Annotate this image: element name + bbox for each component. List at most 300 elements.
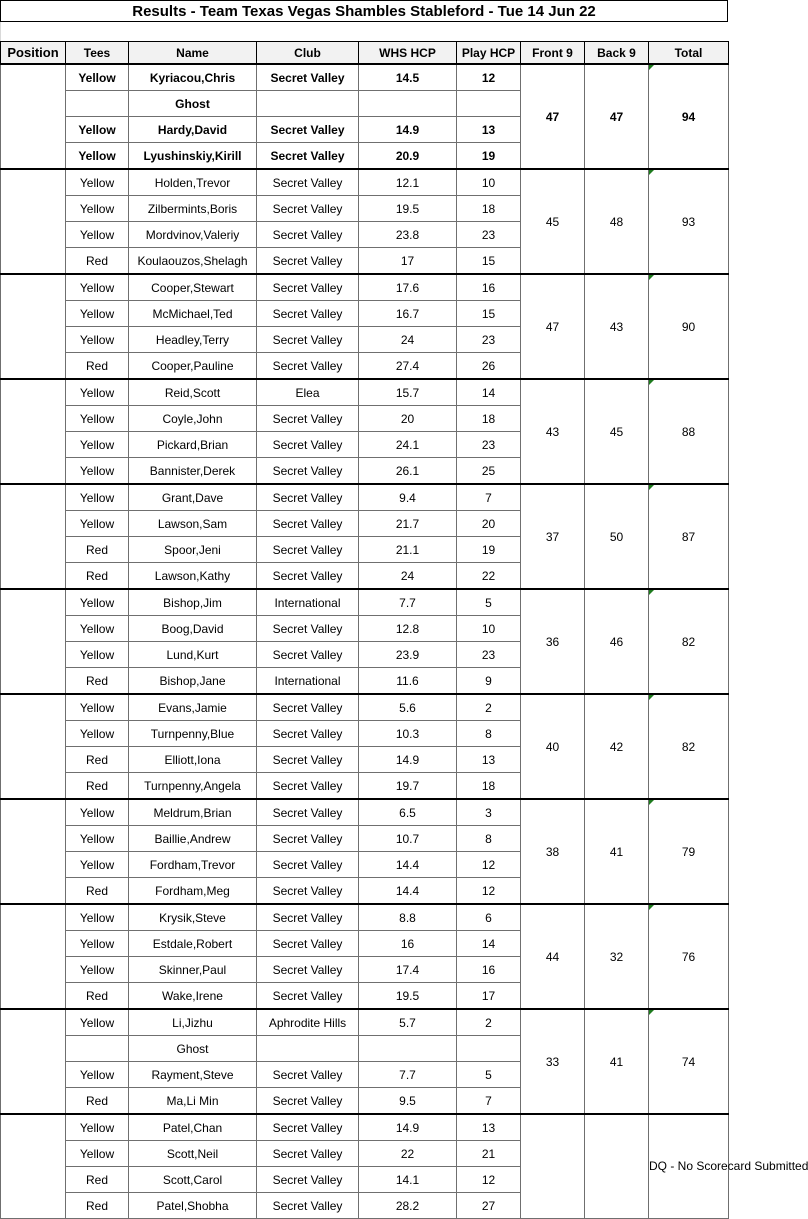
player-name-cell: Headley,Terry	[129, 327, 257, 353]
header-row	[1, 42, 729, 65]
team-back9-cell	[585, 904, 649, 1009]
player-whs-cell: 12.1	[359, 169, 457, 196]
player-whs-cell: 23.8	[359, 222, 457, 248]
player-club-cell: Secret Valley	[257, 1088, 359, 1115]
player-club-cell	[257, 91, 359, 117]
team-back9-value: 41	[609, 1054, 624, 1069]
team-group	[1, 169, 729, 274]
player-row	[1, 169, 729, 196]
player-club-cell: Secret Valley	[257, 406, 359, 432]
player-play-cell: 23	[457, 432, 521, 458]
player-name-cell: Koulaouzos,Shelagh	[129, 248, 257, 275]
player-club-cell: Secret Valley	[257, 799, 359, 826]
team-total-cell	[649, 1009, 729, 1114]
player-tees-cell: Yellow	[66, 694, 129, 721]
player-name-cell: Pickard,Brian	[129, 432, 257, 458]
player-play-cell	[457, 91, 521, 117]
player-whs-cell: 17.6	[359, 274, 457, 301]
player-name-cell: Rayment,Steve	[129, 1062, 257, 1088]
results-table	[0, 41, 808, 1219]
player-tees-cell: Yellow	[66, 589, 129, 616]
player-play-cell: 16	[457, 274, 521, 301]
cell-comment-marker-icon	[649, 275, 654, 280]
player-whs-cell: 21.1	[359, 537, 457, 563]
player-club-cell: Secret Valley	[257, 1062, 359, 1088]
player-play-cell: 14	[457, 931, 521, 957]
team-front9-cell	[521, 379, 585, 484]
player-play-cell	[457, 1036, 521, 1062]
team-total-cell	[649, 799, 729, 904]
team-total-cell	[649, 169, 729, 274]
player-tees-cell: Yellow	[66, 432, 129, 458]
player-tees-cell: Yellow	[66, 1009, 129, 1036]
team-back9-value: 47	[609, 109, 624, 124]
header-total: Total	[649, 42, 729, 65]
player-whs-cell: 9.5	[359, 1088, 457, 1115]
team-total-cell	[649, 484, 729, 589]
player-name-cell: Bishop,Jane	[129, 668, 257, 695]
cell-comment-marker-icon	[649, 1010, 654, 1015]
player-name-cell: Ghost	[129, 1036, 257, 1062]
player-play-cell: 3	[457, 799, 521, 826]
team-total-value: 76	[681, 949, 696, 964]
team-front9-cell	[521, 169, 585, 274]
team-total-cell	[649, 64, 729, 169]
player-club-cell: Secret Valley	[257, 353, 359, 380]
player-name-cell: Fordham,Meg	[129, 878, 257, 905]
player-name-cell: Boog,David	[129, 616, 257, 642]
player-tees-cell: Red	[66, 773, 129, 800]
team-total-value: 87	[681, 529, 696, 544]
team-front9-value: 44	[545, 949, 560, 964]
player-name-cell: Hardy,David	[129, 117, 257, 143]
team-front9-cell	[521, 694, 585, 799]
team-front9-cell	[521, 64, 585, 169]
team-total-value: DQ - No Scorecard Submitted	[649, 1159, 808, 1173]
team-position-cell	[1, 64, 66, 169]
player-whs-cell: 21.7	[359, 511, 457, 537]
player-club-cell: Secret Valley	[257, 222, 359, 248]
player-row	[1, 589, 729, 616]
team-total-value: 93	[681, 214, 696, 229]
team-group	[1, 484, 729, 589]
header-club: Club	[257, 42, 359, 65]
player-tees-cell: Yellow	[66, 196, 129, 222]
player-name-cell: McMichael,Ted	[129, 301, 257, 327]
player-club-cell: Secret Valley	[257, 563, 359, 590]
player-club-cell: Secret Valley	[257, 196, 359, 222]
player-tees-cell: Red	[66, 747, 129, 773]
player-club-cell	[257, 1036, 359, 1062]
header-play-hcp: Play HCP	[457, 42, 521, 65]
player-whs-cell: 14.9	[359, 1114, 457, 1141]
player-name-cell: Zilbermints,Boris	[129, 196, 257, 222]
player-whs-cell: 19.5	[359, 983, 457, 1010]
team-position-cell	[1, 589, 66, 694]
team-back9-value: 32	[609, 949, 624, 964]
cell-comment-marker-icon	[649, 485, 654, 490]
header-name: Name	[129, 42, 257, 65]
team-back9-cell	[585, 274, 649, 379]
player-tees-cell	[66, 91, 129, 117]
player-whs-cell: 16	[359, 931, 457, 957]
team-back9-cell	[585, 64, 649, 169]
player-play-cell: 5	[457, 589, 521, 616]
player-name-cell: Grant,Dave	[129, 484, 257, 511]
team-back9-cell	[585, 694, 649, 799]
player-play-cell: 12	[457, 878, 521, 905]
player-play-cell: 13	[457, 1114, 521, 1141]
player-name-cell: Mordvinov,Valeriy	[129, 222, 257, 248]
team-front9-cell	[521, 1114, 585, 1219]
team-back9-cell	[585, 1009, 649, 1114]
player-whs-cell: 12.8	[359, 616, 457, 642]
player-tees-cell: Yellow	[66, 222, 129, 248]
team-total-value: 94	[681, 109, 696, 124]
player-whs-cell: 26.1	[359, 458, 457, 485]
player-tees-cell: Yellow	[66, 64, 129, 91]
player-tees-cell: Yellow	[66, 904, 129, 931]
player-name-cell: Spoor,Jeni	[129, 537, 257, 563]
player-whs-cell: 17.4	[359, 957, 457, 983]
player-tees-cell: Red	[66, 1167, 129, 1193]
player-play-cell: 2	[457, 1009, 521, 1036]
player-play-cell: 12	[457, 1167, 521, 1193]
player-whs-cell: 10.7	[359, 826, 457, 852]
player-row	[1, 64, 729, 91]
player-name-cell: Lawson,Kathy	[129, 563, 257, 590]
player-whs-cell: 24	[359, 327, 457, 353]
team-front9-value: 37	[545, 529, 560, 544]
player-whs-cell: 7.7	[359, 589, 457, 616]
player-play-cell: 8	[457, 721, 521, 747]
player-name-cell: Fordham,Trevor	[129, 852, 257, 878]
player-club-cell: Secret Valley	[257, 957, 359, 983]
player-tees-cell: Red	[66, 563, 129, 590]
player-play-cell: 13	[457, 747, 521, 773]
player-club-cell: Elea	[257, 379, 359, 406]
team-front9-value: 47	[545, 109, 560, 124]
team-back9-cell	[585, 799, 649, 904]
player-play-cell: 18	[457, 773, 521, 800]
player-play-cell: 7	[457, 484, 521, 511]
player-name-cell: Li,Jizhu	[129, 1009, 257, 1036]
player-club-cell: Secret Valley	[257, 904, 359, 931]
player-play-cell: 12	[457, 852, 521, 878]
player-tees-cell: Red	[66, 248, 129, 275]
team-position-cell	[1, 799, 66, 904]
team-group	[1, 799, 729, 904]
team-back9-cell	[585, 484, 649, 589]
player-tees-cell: Yellow	[66, 511, 129, 537]
player-name-cell: Patel,Chan	[129, 1114, 257, 1141]
player-whs-cell: 10.3	[359, 721, 457, 747]
player-club-cell: Secret Valley	[257, 537, 359, 563]
player-row	[1, 799, 729, 826]
team-group	[1, 274, 729, 379]
player-whs-cell: 14.9	[359, 747, 457, 773]
player-tees-cell: Yellow	[66, 799, 129, 826]
team-front9-cell	[521, 904, 585, 1009]
player-play-cell: 10	[457, 169, 521, 196]
player-tees-cell: Yellow	[66, 957, 129, 983]
player-club-cell: Secret Valley	[257, 694, 359, 721]
player-whs-cell: 28.2	[359, 1193, 457, 1219]
team-total-value: 82	[681, 634, 696, 649]
player-tees-cell: Yellow	[66, 458, 129, 485]
player-play-cell: 12	[457, 64, 521, 91]
player-play-cell: 15	[457, 248, 521, 275]
header-whs-hcp: WHS HCP	[359, 42, 457, 65]
player-club-cell: Secret Valley	[257, 64, 359, 91]
player-name-cell: Lyushinskiy,Kirill	[129, 143, 257, 170]
player-play-cell: 17	[457, 983, 521, 1010]
team-back9-cell	[585, 1114, 649, 1219]
player-name-cell: Coyle,John	[129, 406, 257, 432]
player-club-cell: Secret Valley	[257, 511, 359, 537]
player-name-cell: Elliott,Iona	[129, 747, 257, 773]
player-play-cell: 20	[457, 511, 521, 537]
team-total-cell	[649, 1114, 808, 1219]
player-club-cell: Secret Valley	[257, 852, 359, 878]
player-club-cell: Secret Valley	[257, 432, 359, 458]
player-club-cell: International	[257, 589, 359, 616]
player-tees-cell	[66, 1036, 129, 1062]
player-club-cell: Secret Valley	[257, 117, 359, 143]
player-play-cell: 18	[457, 406, 521, 432]
player-tees-cell: Red	[66, 537, 129, 563]
player-play-cell: 8	[457, 826, 521, 852]
team-total-value: 79	[681, 844, 696, 859]
team-total-value: 74	[681, 1054, 696, 1069]
player-row	[1, 694, 729, 721]
player-whs-cell: 14.4	[359, 852, 457, 878]
player-club-cell: Secret Valley	[257, 773, 359, 800]
team-front9-cell	[521, 274, 585, 379]
player-play-cell: 25	[457, 458, 521, 485]
team-position-cell	[1, 274, 66, 379]
player-tees-cell: Yellow	[66, 379, 129, 406]
team-position-cell	[1, 169, 66, 274]
team-position-cell	[1, 484, 66, 589]
player-name-cell: Ma,Li Min	[129, 1088, 257, 1115]
player-tees-cell: Yellow	[66, 117, 129, 143]
player-whs-cell: 11.6	[359, 668, 457, 695]
player-name-cell: Scott,Neil	[129, 1141, 257, 1167]
player-club-cell: Secret Valley	[257, 301, 359, 327]
team-group	[1, 64, 729, 169]
player-tees-cell: Yellow	[66, 1114, 129, 1141]
player-name-cell: Bishop,Jim	[129, 589, 257, 616]
team-total-value: 88	[681, 424, 696, 439]
player-play-cell: 19	[457, 143, 521, 170]
team-back9-value: 43	[609, 319, 624, 334]
player-whs-cell: 5.7	[359, 1009, 457, 1036]
player-club-cell: Secret Valley	[257, 878, 359, 905]
team-back9-value: 50	[609, 529, 624, 544]
team-back9-value: 42	[609, 739, 624, 754]
team-front9-value: 36	[545, 634, 560, 649]
header-back9: Back 9	[585, 42, 649, 65]
player-tees-cell: Red	[66, 1193, 129, 1219]
team-back9-cell	[585, 589, 649, 694]
player-whs-cell: 8.8	[359, 904, 457, 931]
team-front9-value: 33	[545, 1054, 560, 1069]
player-whs-cell: 27.4	[359, 353, 457, 380]
player-name-cell: Reid,Scott	[129, 379, 257, 406]
team-front9-cell	[521, 799, 585, 904]
player-row	[1, 1009, 729, 1036]
player-club-cell: Secret Valley	[257, 143, 359, 170]
player-whs-cell: 19.5	[359, 196, 457, 222]
team-group	[1, 1114, 808, 1219]
player-whs-cell: 9.4	[359, 484, 457, 511]
player-whs-cell: 7.7	[359, 1062, 457, 1088]
player-name-cell: Skinner,Paul	[129, 957, 257, 983]
team-position-cell	[1, 1114, 66, 1219]
player-name-cell: Wake,Irene	[129, 983, 257, 1010]
team-front9-value: 40	[545, 739, 560, 754]
player-name-cell: Ghost	[129, 91, 257, 117]
player-club-cell: Secret Valley	[257, 931, 359, 957]
player-name-cell: Estdale,Robert	[129, 931, 257, 957]
spacer-row	[0, 22, 728, 41]
team-back9-value: 48	[609, 214, 624, 229]
player-tees-cell: Yellow	[66, 169, 129, 196]
player-whs-cell: 22	[359, 1141, 457, 1167]
team-group	[1, 589, 729, 694]
player-name-cell: Lund,Kurt	[129, 642, 257, 668]
team-group	[1, 694, 729, 799]
player-tees-cell: Red	[66, 983, 129, 1010]
cell-comment-marker-icon	[649, 65, 654, 70]
player-tees-cell: Yellow	[66, 826, 129, 852]
player-whs-cell: 20	[359, 406, 457, 432]
player-name-cell: Bannister,Derek	[129, 458, 257, 485]
team-group	[1, 904, 729, 1009]
team-total-cell	[649, 379, 729, 484]
player-row	[1, 1114, 729, 1141]
team-position-cell	[1, 694, 66, 799]
team-position-cell	[1, 904, 66, 1009]
team-front9-cell	[521, 589, 585, 694]
player-club-cell: Secret Valley	[257, 484, 359, 511]
player-whs-cell: 5.6	[359, 694, 457, 721]
team-front9-value: 38	[545, 844, 560, 859]
team-total-cell	[649, 589, 729, 694]
player-play-cell: 7	[457, 1088, 521, 1115]
player-whs-cell: 24	[359, 563, 457, 590]
player-whs-cell: 19.7	[359, 773, 457, 800]
team-front9-value: 43	[545, 424, 560, 439]
player-play-cell: 23	[457, 327, 521, 353]
player-whs-cell: 23.9	[359, 642, 457, 668]
player-name-cell: Lawson,Sam	[129, 511, 257, 537]
player-whs-cell: 16.7	[359, 301, 457, 327]
player-name-cell: Cooper,Pauline	[129, 353, 257, 380]
player-play-cell: 15	[457, 301, 521, 327]
team-total-cell	[649, 274, 729, 379]
player-tees-cell: Red	[66, 878, 129, 905]
team-front9-value: 45	[545, 214, 560, 229]
player-tees-cell: Yellow	[66, 931, 129, 957]
player-row	[1, 274, 729, 301]
cell-comment-marker-icon	[649, 905, 654, 910]
player-club-cell: Secret Valley	[257, 616, 359, 642]
player-whs-cell: 15.7	[359, 379, 457, 406]
player-tees-cell: Yellow	[66, 616, 129, 642]
player-name-cell: Cooper,Stewart	[129, 274, 257, 301]
player-whs-cell: 17	[359, 248, 457, 275]
player-club-cell: Secret Valley	[257, 747, 359, 773]
team-total-cell	[649, 694, 729, 799]
player-club-cell: Aphrodite Hills	[257, 1009, 359, 1036]
team-group	[1, 379, 729, 484]
player-name-cell: Meldrum,Brian	[129, 799, 257, 826]
player-tees-cell: Red	[66, 1088, 129, 1115]
player-whs-cell	[359, 91, 457, 117]
player-play-cell: 16	[457, 957, 521, 983]
player-tees-cell: Yellow	[66, 1062, 129, 1088]
player-play-cell: 13	[457, 117, 521, 143]
player-club-cell: Secret Valley	[257, 1167, 359, 1193]
player-row	[1, 379, 729, 406]
player-whs-cell: 24.1	[359, 432, 457, 458]
player-whs-cell: 14.1	[359, 1167, 457, 1193]
player-play-cell: 18	[457, 196, 521, 222]
player-play-cell: 10	[457, 616, 521, 642]
team-back9-value: 41	[609, 844, 624, 859]
team-back9-value: 46	[609, 634, 624, 649]
player-name-cell: Baillie,Andrew	[129, 826, 257, 852]
player-name-cell: Turnpenny,Blue	[129, 721, 257, 747]
player-club-cell: Secret Valley	[257, 1193, 359, 1219]
player-play-cell: 9	[457, 668, 521, 695]
player-tees-cell: Yellow	[66, 274, 129, 301]
cell-comment-marker-icon	[649, 590, 654, 595]
player-tees-cell: Yellow	[66, 1141, 129, 1167]
team-total-cell	[649, 904, 729, 1009]
player-play-cell: 5	[457, 1062, 521, 1088]
player-club-cell: Secret Valley	[257, 1141, 359, 1167]
player-tees-cell: Red	[66, 353, 129, 380]
player-name-cell: Krysik,Steve	[129, 904, 257, 931]
player-play-cell: 14	[457, 379, 521, 406]
player-play-cell: 26	[457, 353, 521, 380]
cell-comment-marker-icon	[649, 800, 654, 805]
player-play-cell: 23	[457, 222, 521, 248]
team-front9-cell	[521, 484, 585, 589]
player-name-cell: Kyriacou,Chris	[129, 64, 257, 91]
team-back9-value: 45	[609, 424, 624, 439]
player-tees-cell: Yellow	[66, 301, 129, 327]
header-tees: Tees	[66, 42, 129, 65]
player-tees-cell: Yellow	[66, 327, 129, 353]
results-title: Results - Team Texas Vegas Shambles Stableford - Tue 14 Jun 22	[0, 0, 728, 22]
player-club-cell: Secret Valley	[257, 274, 359, 301]
player-tees-cell: Red	[66, 668, 129, 695]
player-play-cell: 27	[457, 1193, 521, 1219]
player-tees-cell: Yellow	[66, 143, 129, 170]
player-play-cell: 6	[457, 904, 521, 931]
player-whs-cell: 14.9	[359, 117, 457, 143]
team-total-value: 90	[681, 319, 696, 334]
player-club-cell: Secret Valley	[257, 826, 359, 852]
team-total-value: 82	[681, 739, 696, 754]
player-play-cell: 19	[457, 537, 521, 563]
player-play-cell: 23	[457, 642, 521, 668]
cell-comment-marker-icon	[649, 695, 654, 700]
